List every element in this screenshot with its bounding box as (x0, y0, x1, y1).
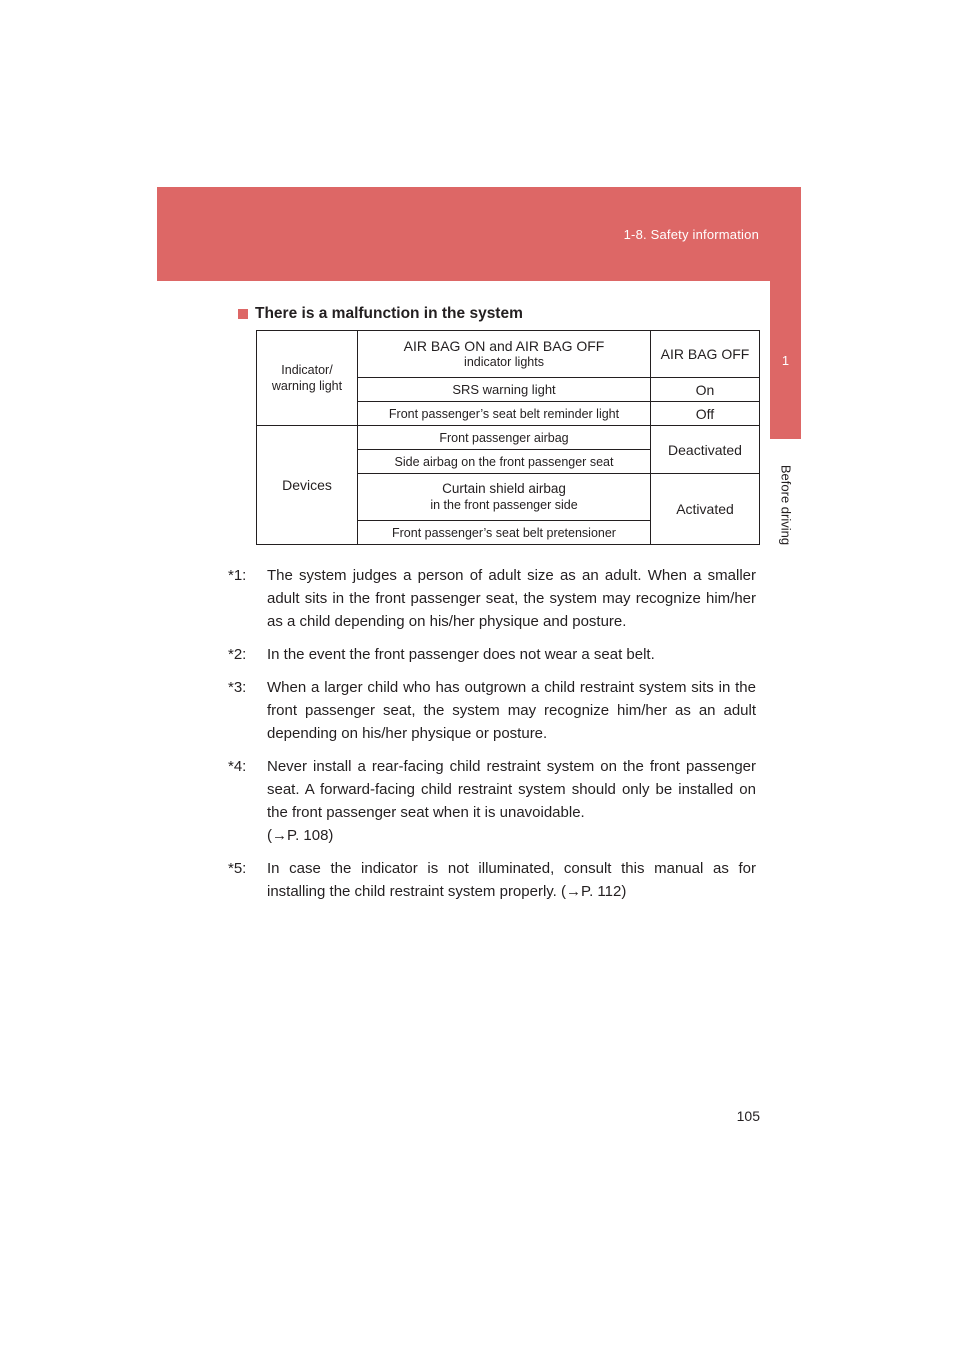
chapter-label-text: Before driving (778, 464, 794, 546)
status-header-cell: AIR BAG OFF (651, 331, 760, 378)
square-bullet-icon (238, 309, 248, 319)
activated-cell: Activated (651, 474, 760, 545)
page-reference-link[interactable]: (→P. 108) (267, 827, 334, 844)
footnote-mark: *1: (228, 567, 247, 584)
srs-label-cell: SRS warning light (358, 378, 651, 402)
indicator-label: Indicator/ warning light (271, 363, 343, 393)
deactivated-cell: Deactivated (651, 426, 760, 474)
footnote-text: The system judges a person of adult size as an adult. When a smaller adult sits in the front passenger seat, the system may recognize him/her as a child depending on his/her physique and posture. (267, 567, 756, 630)
indicator-label-cell (257, 331, 358, 426)
curtain-line1: Curtain shield airbag (442, 481, 566, 496)
footnotes (228, 564, 756, 913)
footnote-mark: *4: (228, 758, 247, 775)
footnote (228, 676, 756, 745)
section-title: 1-8. Safety information (623, 227, 759, 242)
footnote-mark: *2: (228, 646, 247, 663)
footnote-text: In case the indicator is not illuminated, consult this manual as for installing the child restraint system properly. (→P. 112) (267, 860, 756, 900)
device-pretensioner-cell: Front passenger’s seat belt pretensioner (358, 521, 651, 545)
indicator-header-line1: AIR BAG ON and AIR BAG OFF (403, 338, 605, 354)
section-heading-text: There is a malfunction in the system (255, 305, 523, 322)
footnote-text: In the event the front passenger does not wear a seat belt. (267, 646, 655, 663)
footnote (228, 857, 756, 903)
device-curtain-airbag-cell (358, 474, 651, 521)
table-row (257, 331, 760, 378)
indicator-header-cell (358, 331, 651, 378)
footnote (228, 755, 756, 824)
device-front-airbag-cell: Front passenger airbag (358, 426, 651, 450)
chapter-tab (770, 281, 801, 439)
header-band (157, 187, 801, 281)
chapter-label (773, 450, 799, 560)
airbag-status-table (256, 330, 760, 545)
chapter-number: 1 (781, 352, 790, 368)
section-heading (238, 305, 523, 323)
footnote-mark (228, 824, 267, 847)
srs-status-cell: On (651, 378, 760, 402)
devices-label-cell: Devices (257, 426, 358, 545)
footnote (228, 824, 756, 847)
footnote (228, 643, 756, 666)
table-row (257, 426, 760, 450)
device-side-airbag-cell: Side airbag on the front passenger seat (358, 450, 651, 474)
footnote-text: When a larger child who has outgrown a child restraint system sits in the front passenger seat, the system may recognize him/her as an adult depending on his/her physique or posture. (267, 679, 756, 742)
belt-status-cell: Off (651, 402, 760, 426)
footnote-mark: *5: (228, 860, 247, 877)
footnote (228, 564, 756, 633)
footnote-text: Never install a rear-facing child restraint system on the front passenger seat. A forward-facing child restraint system should only be installed on the front passenger seat when it is unavoidable. (267, 758, 756, 821)
footnote-mark: *3: (228, 679, 247, 696)
indicator-header-line2: indicator lights (464, 355, 544, 369)
curtain-line2: in the front passenger side (430, 498, 578, 512)
belt-label-cell: Front passenger’s seat belt reminder light (358, 402, 651, 426)
page-number: 105 (736, 1108, 760, 1124)
